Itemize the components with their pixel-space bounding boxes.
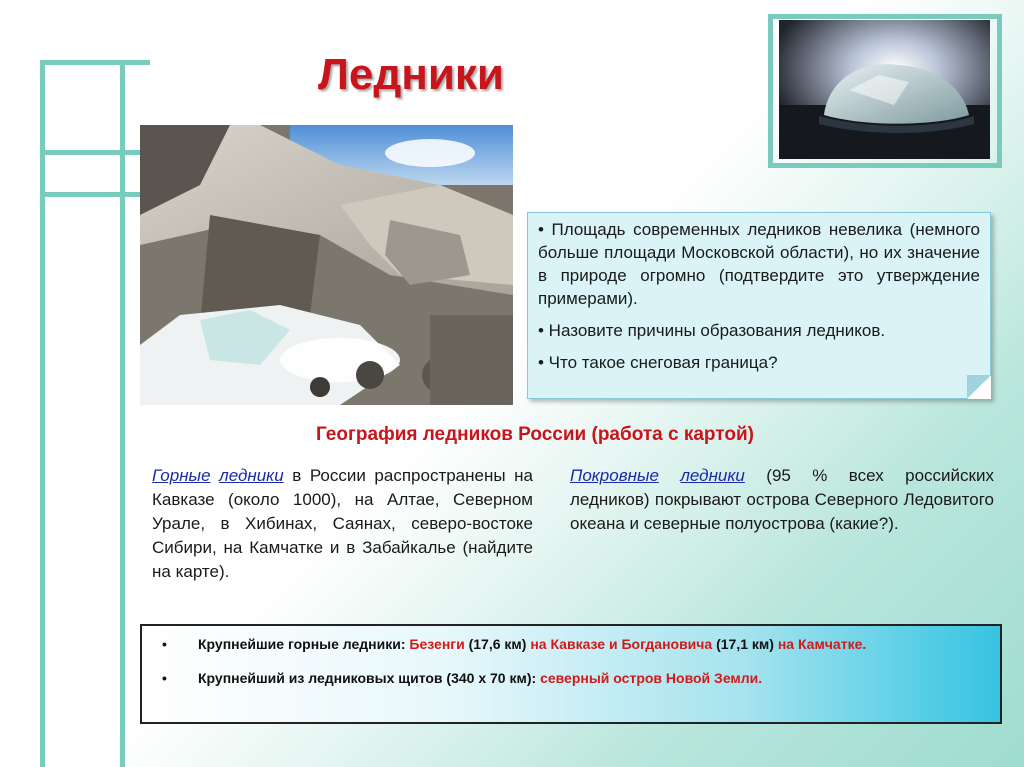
deco-vline-2 xyxy=(120,60,125,767)
ice-sheet-glaciers-text xyxy=(570,464,994,536)
ice-sheet-glaciers-body: (95 % всех российских ледников) покрывают острова Северного Ледовитого океана и северные полуострова (какие?). xyxy=(570,466,994,533)
fact-1-caucasus-bogdanovich: на Кавказе и Богдановича xyxy=(530,636,713,652)
mountain-term-1[interactable]: Горные xyxy=(152,466,211,485)
questions-callout xyxy=(527,212,991,399)
largest-glaciers-box xyxy=(140,624,1002,724)
fact-text-shield xyxy=(198,668,762,688)
fact-1-len-2: (17,1 км) xyxy=(712,636,778,652)
fact-2-novaya-zemlya: северный остров Новой Земли. xyxy=(540,670,763,686)
bullet-1: • xyxy=(162,636,167,652)
mountain-glaciers-text xyxy=(152,464,533,584)
glacier-stream-photo xyxy=(140,125,513,405)
mountain-glaciers-body: в России распространены на Кавказе (около 1000), на Алтае, Северном Урале, в Хибинах, Саянах, северо-востоке Сибири, на Камчатке и в Забайкалье (найдите на карте). xyxy=(152,466,533,581)
fact-1-lead: Крупнейшие горные ледники: xyxy=(198,636,410,652)
section-subtitle: География ледников России (работа с картой) xyxy=(316,424,754,445)
callout-paragraph-snowline: • Что такое снеговая граница? xyxy=(538,353,778,372)
deco-vline-1 xyxy=(40,60,45,767)
fact-row-shield xyxy=(154,668,990,688)
fact-1-kamchatka: на Камчатке. xyxy=(777,636,867,652)
mountain-term-2[interactable]: ледники xyxy=(219,466,284,485)
fact-text-mountain xyxy=(198,634,866,654)
callout-paragraph-causes: • Назовите причины образования ледников. xyxy=(538,321,886,340)
callout-paragraph-area: • Площадь современных ледников невелика (немного больше площади Московской области), но их значение в природе огромно (подтвердите это утверждение примерами). xyxy=(538,220,980,308)
fact-1-bezengi: Безенги xyxy=(409,636,465,652)
deco-hline-1 xyxy=(40,60,150,65)
deco-hline-2 xyxy=(40,150,150,155)
ice-sheet-term-2[interactable]: ледники xyxy=(680,466,745,485)
bullet-2: • xyxy=(162,670,167,686)
fact-1-len-1: (17,6 км) xyxy=(464,636,531,652)
fact-row-mountain xyxy=(154,634,990,654)
callout-folded-corner xyxy=(967,375,991,399)
deco-hline-3 xyxy=(40,192,150,197)
page-title: Ледники xyxy=(318,50,504,99)
fact-2-lead: Крупнейший из ледниковых щитов (340 х 70 км): xyxy=(198,670,541,686)
iceberg-photo xyxy=(779,20,990,159)
ice-sheet-term-1[interactable]: Покровные xyxy=(570,466,659,485)
